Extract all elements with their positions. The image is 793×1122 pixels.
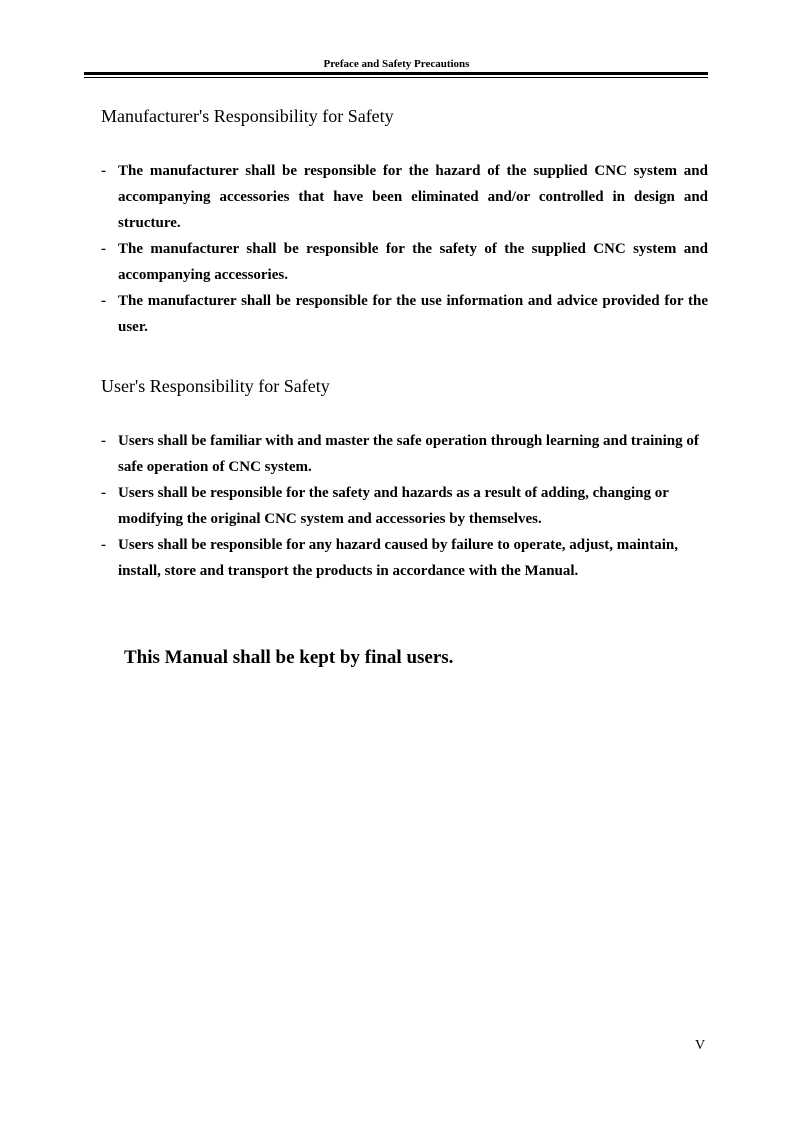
closing-note: This Manual shall be kept by final users.	[124, 647, 454, 668]
manufacturer-responsibility-list	[101, 158, 708, 340]
list-item	[101, 158, 708, 236]
bullet-dash: -	[101, 241, 106, 257]
bullet-dash: -	[101, 485, 106, 501]
list-item	[101, 428, 708, 480]
list-item	[101, 236, 708, 288]
list-item-text: Users shall be responsible for any hazard caused by failure to operate, adjust, maintain, install, store and transport the products in accordance with the Manual.	[118, 537, 679, 579]
user-responsibility-list	[101, 428, 708, 584]
list-item-text: The manufacturer shall be responsible for the use information and advice provided for the user.	[118, 293, 708, 335]
bullet-dash: -	[101, 163, 106, 179]
list-item	[101, 480, 708, 532]
list-item-text: The manufacturer shall be responsible for the safety of the supplied CNC system and accompanying accessories.	[118, 241, 708, 283]
bullet-dash: -	[101, 293, 106, 309]
list-item	[101, 532, 708, 584]
page-number: V	[694, 1038, 706, 1053]
list-item	[101, 288, 708, 340]
list-item-text: Users shall be responsible for the safety and hazards as a result of adding, changing or modifying the original CNC system and accessories by themselves.	[118, 485, 669, 527]
manufacturer-section-heading: Manufacturer's Responsibility for Safety	[101, 106, 394, 126]
list-item-text: Users shall be familiar with and master the safe operation through learning and training of safe operation of CNC system.	[118, 433, 699, 475]
bullet-dash: -	[101, 433, 106, 449]
header-rule-thick	[84, 72, 708, 75]
header-title: Preface and Safety Precautions	[323, 58, 470, 70]
user-section-heading: User's Responsibility for Safety	[101, 376, 330, 396]
bullet-dash: -	[101, 537, 106, 553]
header-rule-thin	[84, 77, 708, 78]
list-item-text: The manufacturer shall be responsible for the hazard of the supplied CNC system and accompanying accessories that have been eliminated and/or controlled in design and structure.	[118, 163, 708, 231]
